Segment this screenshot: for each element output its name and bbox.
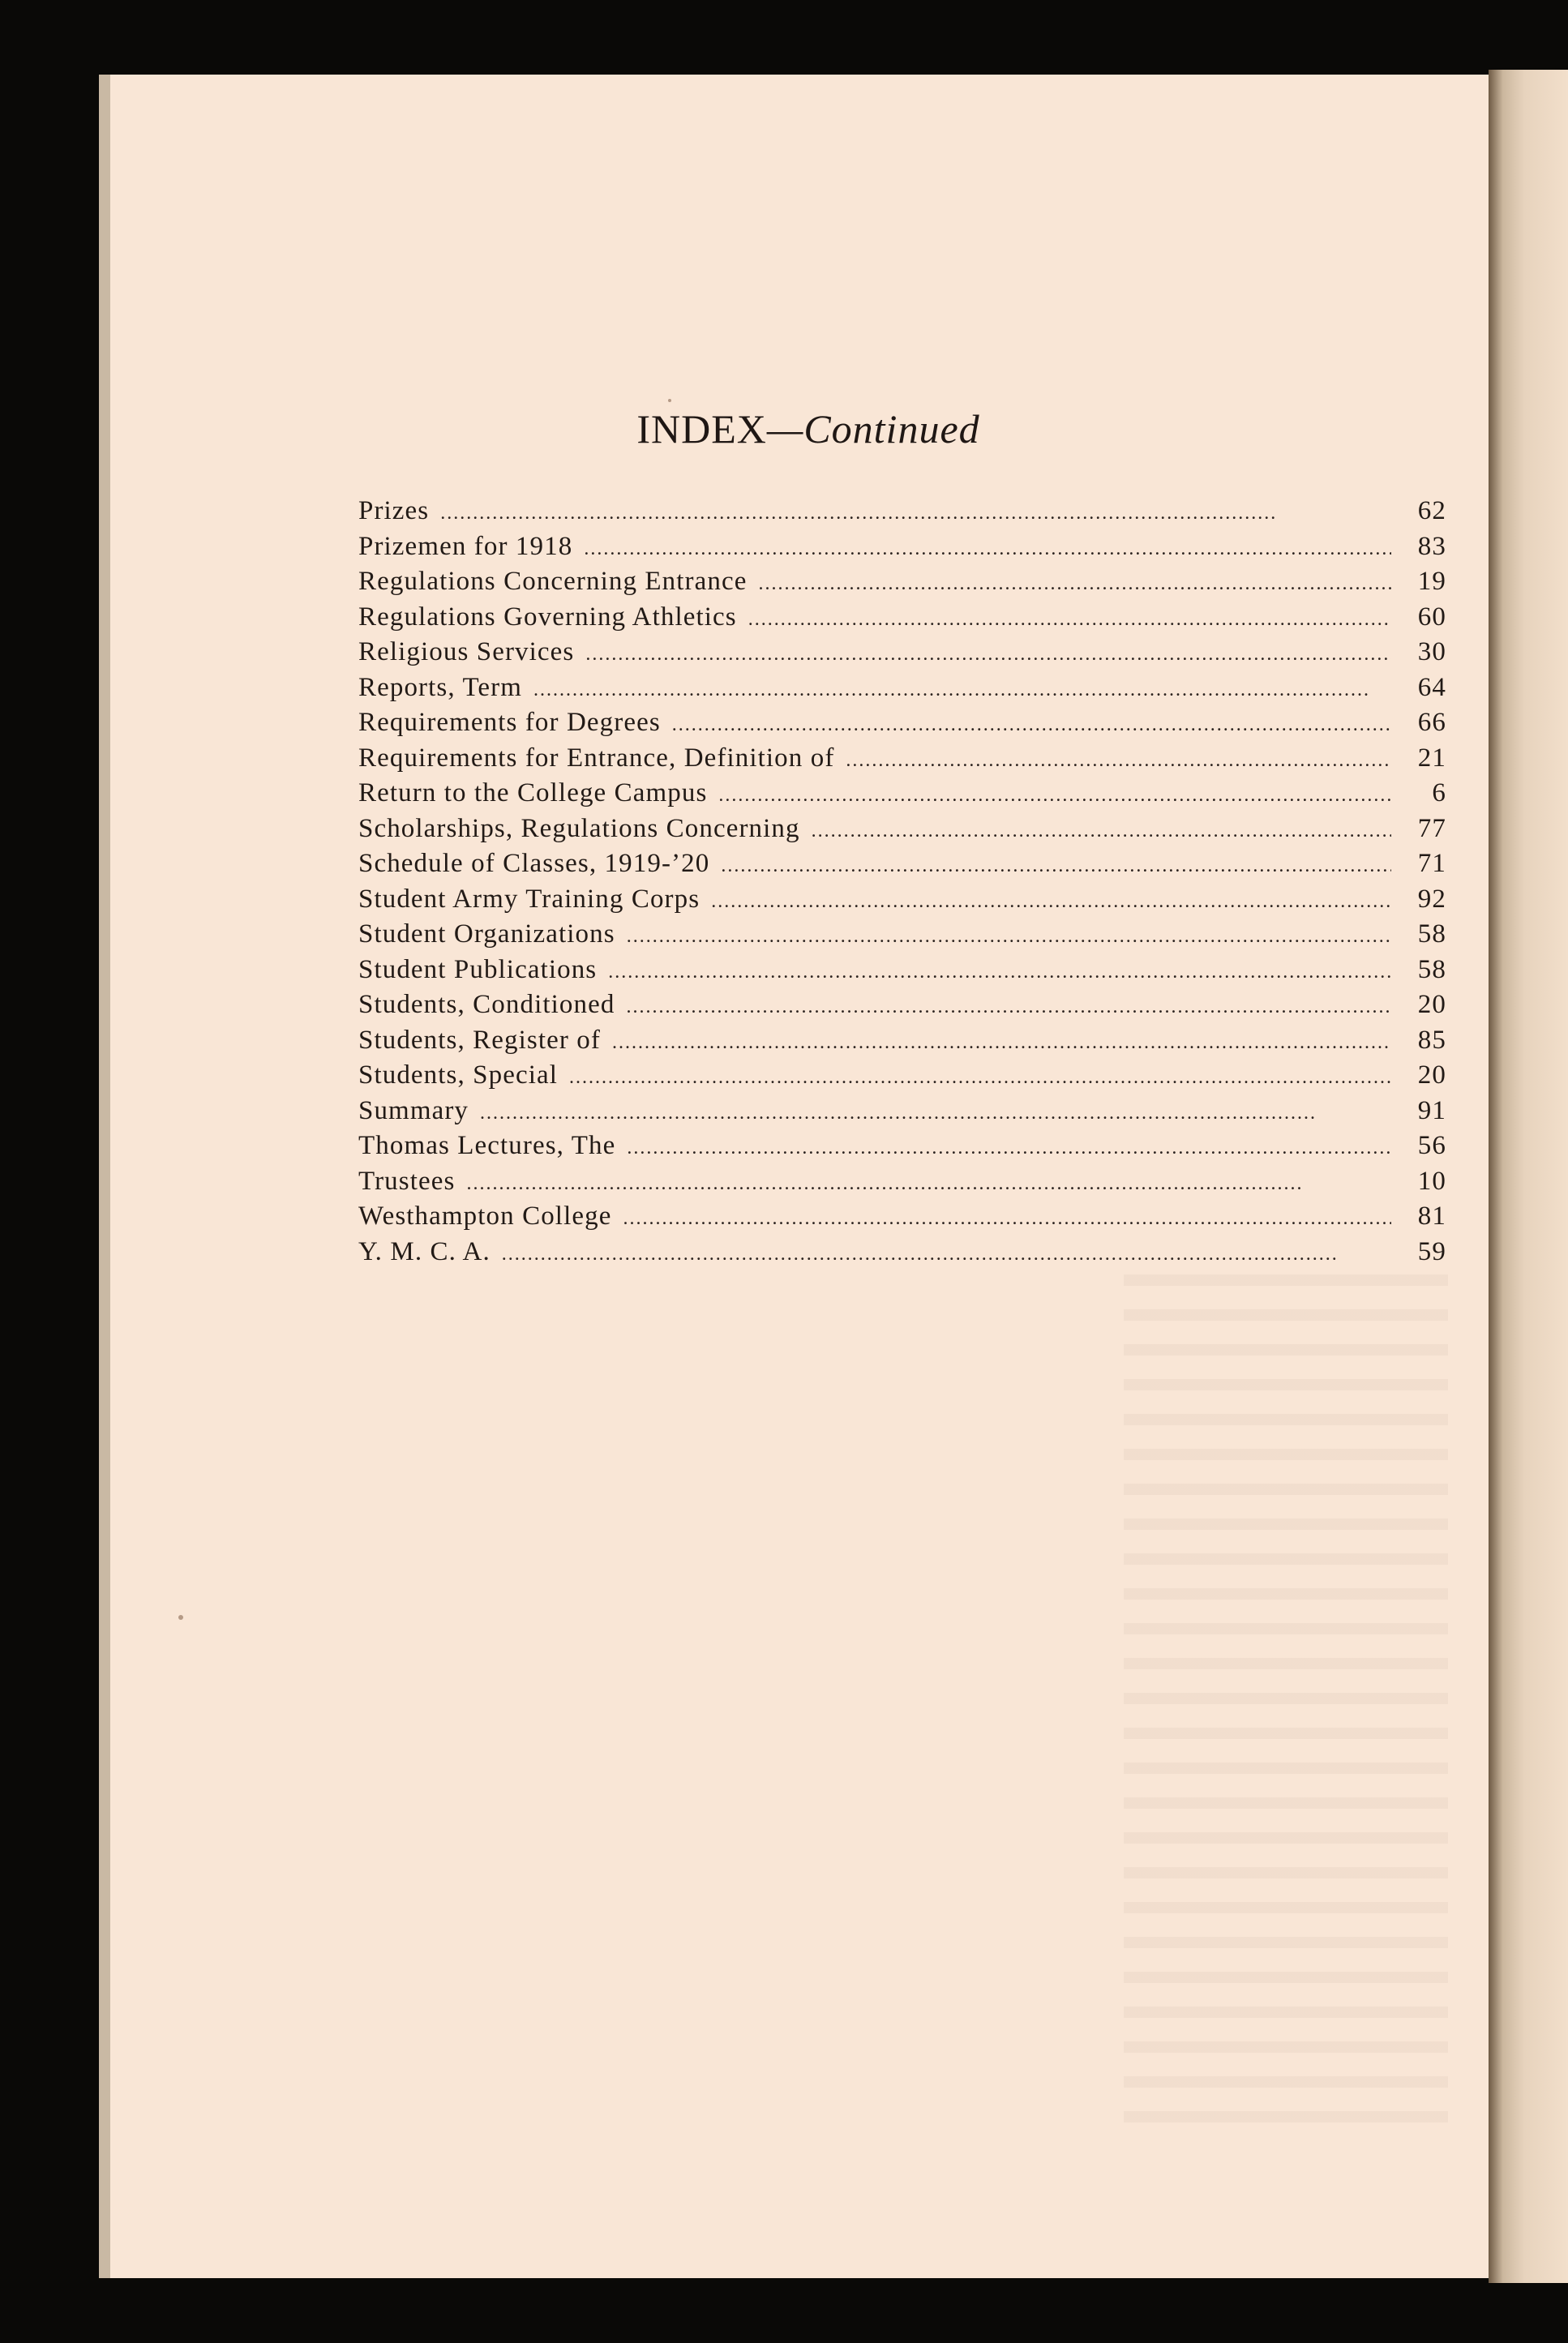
entry-page-number: 19 xyxy=(1417,567,1446,596)
dot-leader xyxy=(627,926,1391,948)
dot-leader xyxy=(608,962,1391,983)
index-entry xyxy=(358,814,1446,850)
index-entry xyxy=(358,955,1446,991)
dot-leader xyxy=(627,1137,1391,1159)
book-page xyxy=(99,75,1495,2278)
page-title xyxy=(110,405,1506,452)
entry-page-number: 77 xyxy=(1417,813,1446,843)
index-entry xyxy=(358,990,1446,1026)
entry-label: Regulations Concerning Entrance xyxy=(358,567,748,596)
entry-label: Student Organizations xyxy=(358,919,615,949)
index-list xyxy=(358,496,1446,1272)
dot-leader xyxy=(721,855,1391,877)
dot-leader xyxy=(440,503,1391,525)
entry-label: Schedule of Classes, 1919-’20 xyxy=(358,849,710,878)
entry-page-number: 21 xyxy=(1417,743,1446,773)
dot-leader xyxy=(812,820,1391,842)
dot-leader xyxy=(569,1067,1391,1089)
entry-page-number: 58 xyxy=(1417,954,1446,984)
dot-leader xyxy=(533,679,1391,701)
dot-leader xyxy=(846,750,1391,772)
entry-label: Prizemen for 1918 xyxy=(358,531,573,561)
dot-leader xyxy=(626,996,1391,1018)
entry-label: Return to the College Campus xyxy=(358,778,708,807)
entry-label: Y. M. C. A. xyxy=(358,1236,491,1266)
entry-page-number: 20 xyxy=(1417,990,1446,1019)
index-entry xyxy=(358,1237,1446,1273)
title-main: INDEX xyxy=(636,406,767,452)
dot-leader xyxy=(480,1103,1391,1124)
entry-label: Regulations Governing Athletics xyxy=(358,602,737,632)
entry-label: Religious Services xyxy=(358,637,575,666)
entry-page-number: 59 xyxy=(1417,1236,1446,1266)
title-continued: —Continued xyxy=(766,406,980,452)
index-entry xyxy=(358,567,1446,602)
dot-leader xyxy=(623,1208,1391,1230)
facing-page-edge xyxy=(1489,70,1568,2283)
entry-label: Student Publications xyxy=(358,954,598,984)
entry-page-number: 60 xyxy=(1417,602,1446,632)
index-entry xyxy=(358,1131,1446,1167)
entry-page-number: 92 xyxy=(1417,884,1446,914)
entry-label: Students, Conditioned xyxy=(358,990,615,1019)
index-entry xyxy=(358,1026,1446,1061)
index-entry xyxy=(358,1096,1446,1132)
entry-label: Thomas Lectures, The xyxy=(358,1131,616,1160)
entry-label: Student Army Training Corps xyxy=(358,884,700,914)
entry-label: Reports, Term xyxy=(358,672,523,702)
entry-page-number: 30 xyxy=(1417,637,1446,666)
dot-leader xyxy=(711,891,1391,913)
dot-leader xyxy=(758,573,1391,595)
index-entry xyxy=(358,673,1446,709)
index-entry xyxy=(358,637,1446,673)
entry-label: Prizes xyxy=(358,496,430,525)
index-entry xyxy=(358,919,1446,955)
index-entry xyxy=(358,1060,1446,1096)
index-entry xyxy=(358,708,1446,743)
entry-label: Requirements for Entrance, Definition of xyxy=(358,743,835,773)
entry-page-number: 71 xyxy=(1417,849,1446,878)
entry-page-number: 64 xyxy=(1417,672,1446,702)
index-entry xyxy=(358,496,1446,532)
index-entry xyxy=(358,1167,1446,1202)
entry-label: Trustees xyxy=(358,1166,456,1196)
entry-page-number: 58 xyxy=(1417,919,1446,949)
entry-label: Westhampton College xyxy=(358,1201,612,1231)
index-entry xyxy=(358,778,1446,814)
dot-leader xyxy=(466,1173,1391,1195)
entry-page-number: 20 xyxy=(1417,1060,1446,1090)
show-through-text xyxy=(1124,1274,1448,2126)
entry-page-number: 10 xyxy=(1417,1166,1446,1196)
index-entry xyxy=(358,532,1446,568)
entry-page-number: 66 xyxy=(1417,708,1446,737)
dot-leader xyxy=(584,538,1391,560)
entry-label: Students, Special xyxy=(358,1060,559,1090)
dot-leader xyxy=(612,1032,1391,1054)
index-entry xyxy=(358,602,1446,638)
entry-page-number: 6 xyxy=(1432,778,1446,807)
entry-label: Scholarships, Regulations Concerning xyxy=(358,813,800,843)
entry-label: Requirements for Degrees xyxy=(358,708,661,737)
dot-leader xyxy=(502,1244,1391,1266)
index-entry xyxy=(358,743,1446,779)
index-entry xyxy=(358,885,1446,920)
entry-page-number: 62 xyxy=(1417,496,1446,525)
entry-page-number: 81 xyxy=(1417,1201,1446,1231)
paper-speck xyxy=(668,399,671,402)
entry-page-number: 85 xyxy=(1417,1025,1446,1055)
dot-leader xyxy=(748,609,1391,631)
entry-page-number: 83 xyxy=(1417,531,1446,561)
dot-leader xyxy=(585,644,1391,666)
paper-speck xyxy=(178,1615,183,1620)
index-entry xyxy=(358,849,1446,885)
dot-leader xyxy=(672,714,1391,736)
entry-page-number: 56 xyxy=(1417,1131,1446,1160)
entry-page-number: 91 xyxy=(1417,1095,1446,1125)
index-entry xyxy=(358,1201,1446,1237)
dot-leader xyxy=(718,785,1391,807)
entry-label: Summary xyxy=(358,1095,469,1125)
entry-label: Students, Register of xyxy=(358,1025,601,1055)
